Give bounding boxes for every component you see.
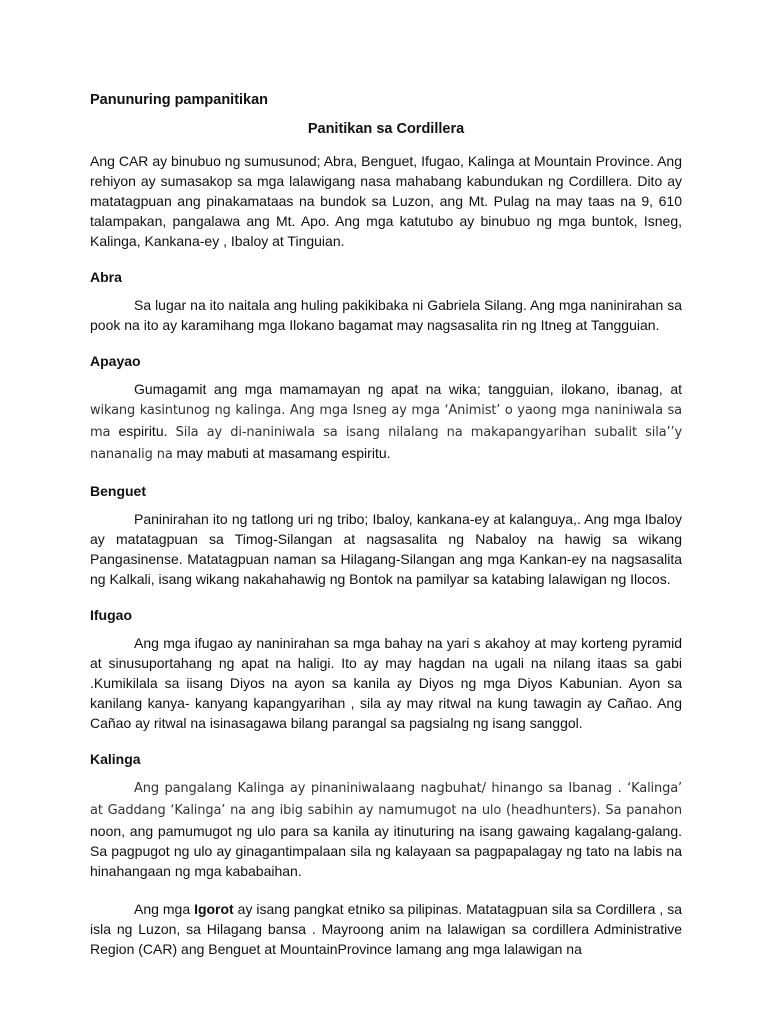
intro-paragraph: Ang CAR ay binubuo ng sumusunod; Abra, Benguet, Ifugao, Kalinga at Mountain Province. Ang rehiyon ay sumasakop sa mga lalawigang nasa mahabang kabundukan ng Cordillera. Dito ay matatagpuan ang pinakamataas na bundok sa Luzon, ang Mt. Pulag na may taas na 9, 610 talampakan, pangalawa ang Mt. Apo. Ang mga katutubo ay binubuo ng mga buntok, Isneg, Kalinga, Kankana-ey , Ibaloy at Tinguian.: [90, 153, 682, 249]
apayao-text-part-2: wikang kasintunog ng kalinga. Ang mga Isneg ay mga ‘Animist’ o yaong mga naniniwala sa ma: [90, 403, 682, 440]
apayao-text-part-1: Gumagamit ang mga mamamayan ng apat na wika; tangguian, ilokano, ibanag, at: [134, 381, 682, 397]
document-subtitle: Panitikan sa Cordillera: [307, 121, 465, 137]
section-heading-apayao: Apayao: [90, 353, 141, 369]
section-heading-abra: Abra: [90, 269, 122, 285]
igorot-bold-term: Igorot: [194, 901, 234, 917]
section-text-abra: Sa lugar na ito naitala ang huling pakikibaka ni Gabriela Silang. Ang mga naninirahan sa pook na ito ay karamihang mga Ilokano bagamat may nagsasalita rin ng Itneg at Tangguian.: [90, 297, 682, 333]
igorot-text-part-2: ay isang pangkat etniko sa pilipinas. Matatagpuan sila sa Cordillera , sa isla ng Luzon, sa Hilagang bansa . Mayroong anim na lalawigan sa cordillera Administrative Region (CAR) ang Benguet at MountainProvince lamang ang mga lalawigan na: [90, 901, 682, 957]
kalinga-text-part-1: Ang pangalang Kalinga ay pinaniniwalaang nagbuhat/ hinango sa Ibanag . ‘Kalinga’ at Gaddang ‘Kalinga’ na ang ibig sabihin ay namumugot na ulo (headhunters). Sa panahon: [90, 781, 682, 818]
section-heading-kalinga: Kalinga: [90, 751, 141, 767]
kalinga-text-part-2: noon, ang pamumugot ng ulo para sa kanila ay itinuturing na isang gawaing kagalang-galang. Sa pagpugot ng ulo ay ginagantimpalaan sila ng kalayaan sa pagpapalagay ng tato na labis na hinahangaan ng mga kababaihan.: [90, 823, 682, 879]
apayao-text-part-4: Sila ay di-naniniwala sa isang nilalang na makapangyarihan subalit sila’’y nananalig na: [90, 425, 682, 462]
section-text-apayao: [90, 379, 682, 465]
document-title: Panunuring pampanitikan: [90, 92, 269, 108]
apayao-text-part-5: may mabuti at masamang espiritu.: [172, 445, 391, 461]
section-text-ifugao: Ang mga ifugao ay naninirahan sa mga bahay na yari s akahoy at may korteng pyramid at sinusuportahang ng apat na haligi. Ito ay may hagdan na ugali na nilang itaas sa gabi .Kumikilala sa iisang Diyos na ayon sa kanila ay Diyos ng mga Diyos Kabunian. Ayon sa kanilang kanya- kanyang kapangyarihan , sila ay may ritwal na kung tawagin ay Cañao. Ang Cañao ay ritwal na isinasagawa bilang parangal sa pagsialng ng isang sanggol.: [90, 635, 682, 731]
section-text-benguet: Paninirahan ito ng tatlong uri ng tribo; Ibaloy, kankana-ey at kalanguya,. Ang mga Ibaloy ay matatagpuan sa Timog-Silangan at nagsasalita ng Nabaloy na hawig sa wikang Pangasinense. Matatagpuan naman sa Hilagang-Silangan ang mga Kankan-ey na nagsasalita ng Kalkali, isang wikang nakahahawig ng Bontok na pamilyar sa katabing lalawigan ng Ilocos.: [90, 511, 682, 587]
section-text-kalinga: [90, 777, 682, 881]
apayao-text-part-3: espiritu.: [110, 423, 176, 439]
igorot-text-part-1: Ang mga: [134, 901, 195, 917]
igorot-paragraph: [90, 899, 682, 987]
section-heading-benguet: Benguet: [90, 483, 146, 499]
section-heading-ifugao: Ifugao: [90, 607, 132, 623]
